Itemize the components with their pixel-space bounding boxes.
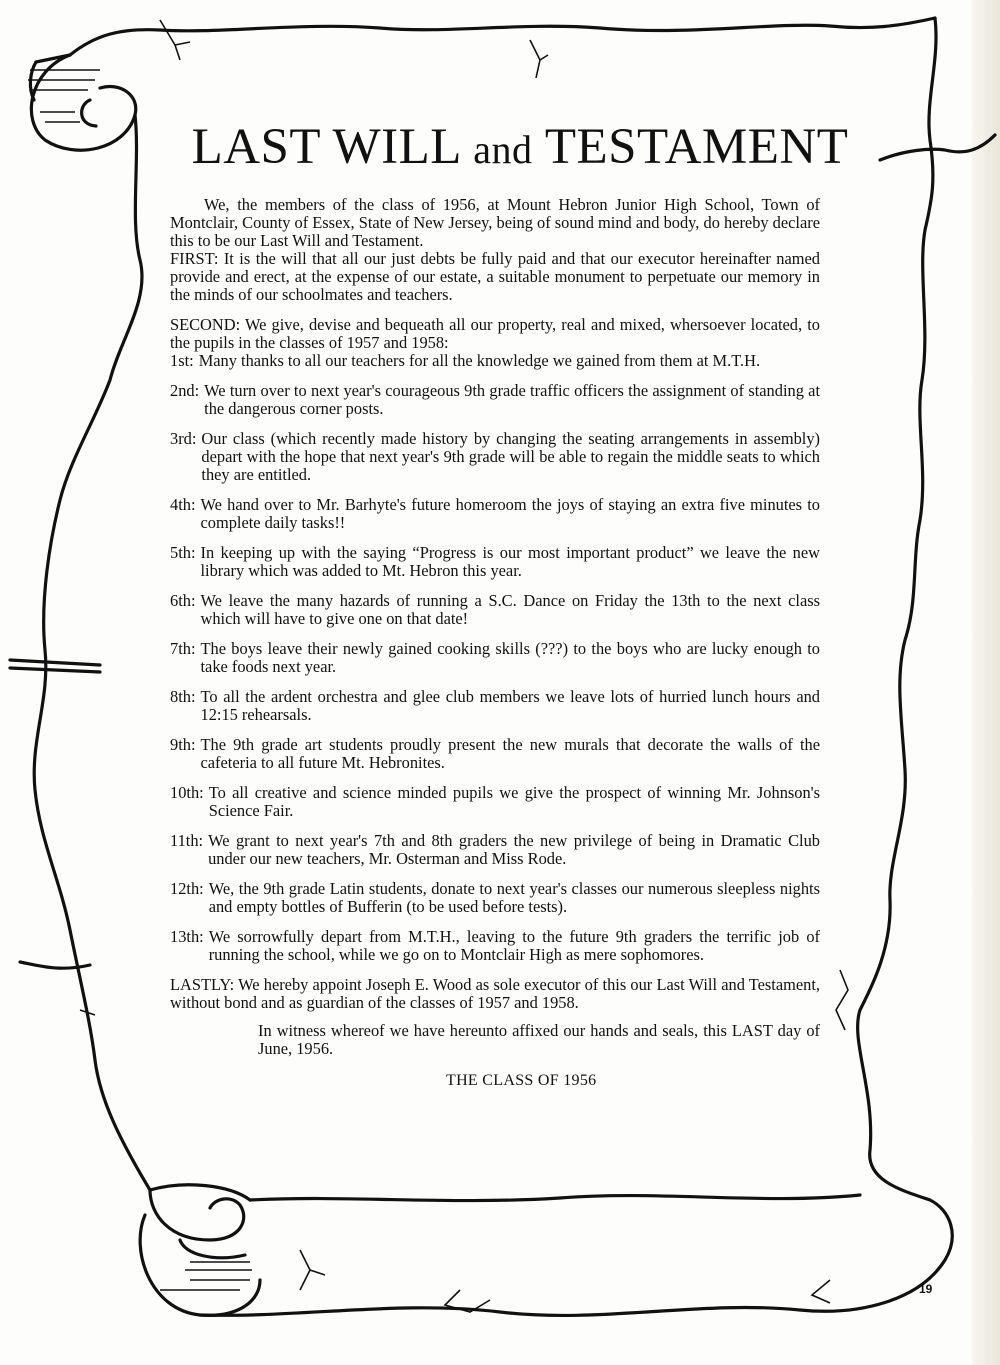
will-body [170,196,820,1090]
bequest-number: 13th: [170,927,204,946]
bequest-item [170,382,820,418]
bequest-text: The 9th grade art students proudly present the new murals that decorate the walls of the cafeteria to all future Mt. Hebronites. [200,735,820,772]
bequest-number: 3rd: [170,429,197,448]
bequest-item [170,544,820,580]
bequest-text: We hand over to Mr. Barhyte's future homeroom the joys of staying an extra five minutes to complete daily tasks!! [200,495,820,532]
bequest-text: The boys leave their newly gained cooking skills (???) to the boys who are lucky enough to take foods next year. [200,639,820,676]
bequest-number: 6th: [170,591,196,610]
bequest-item [170,832,820,868]
bequest-text: Our class (which recently made history by changing the seating arrangements in assembly) depart with the hope that next year's 9th grade will be able to regain the middle seats to which they are entitled. [201,429,820,484]
bequest-item [170,688,820,724]
bequest-item [170,592,820,628]
bequest-number: 1st: [170,351,194,370]
bequest-text: Many thanks to all our teachers for all the knowledge we gained from them at M.T.H. [198,351,761,370]
bequest-text: To all creative and science minded pupils we give the prospect of winning Mr. Johnson's Science Fair. [208,783,820,820]
bequest-number: 4th: [170,495,196,514]
bequest-text: We grant to next year's 7th and 8th graders the new privilege of being in Dramatic Club under our new teachers, Mr. Osterman and Miss Rode. [208,831,820,868]
bequest-number: 11th: [170,831,204,850]
bequest-item [170,640,820,676]
bequest-item [170,736,820,772]
bequest-number: 9th: [170,735,196,754]
intro-paragraph: We, the members of the class of 1956, at Mount Hebron Junior High School, Town of Montclair, County of Essex, State of New Jersey, being of sound mind and body, do hereby declare this to be our Last Will and Testament. [170,195,820,250]
bequest-item [170,430,820,484]
first-clause: FIRST: It is the will that all our just debts be fully paid and that our executor hereinafter named provide and erect, at the expense of our estate, a suitable monument to perpetuate our memory in the minds of our schoolmates and teachers. [170,249,820,304]
bequest-text: We sorrowfully depart from M.T.H., leaving to the future 9th graders the terrific job of running the school, while we go on to Montclair High as mere sophomores. [208,927,820,964]
bequest-number: 5th: [170,543,196,562]
bequest-list [170,352,820,964]
bequest-number: 2nd: [170,381,200,400]
signature: THE CLASS OF 1956 [446,1072,597,1089]
lastly-clause: LASTLY: We hereby appoint Joseph E. Wood as sole executor of this our Last Will and Testament, without bond and as guardian of the classes of 1957 and 1958. [170,975,820,1012]
bequest-number: 7th: [170,639,196,658]
bequest-item [170,928,820,964]
bequest-item [170,496,820,532]
bequest-item [170,880,820,916]
bequest-text: We leave the many hazards of running a S.C. Dance on Friday the 13th to the next class which will have to give one on that date! [200,591,820,628]
second-clause: SECOND: We give, devise and bequeath all our property, real and mixed, whersoever located, to the pupils in the classes of 1957 and 1958: [170,315,820,352]
bequest-text: To all the ardent orchestra and glee club members we leave lots of hurried lunch hours and 12:15 rehearsals. [200,687,820,724]
document-title: LAST WILL and TESTAMENT [191,119,849,175]
witness-statement: In witness whereof we have hereunto affixed our hands and seals, this LAST day of June, 1956. [258,1021,820,1058]
bequest-text: We, the 9th grade Latin students, donate to next year's classes our numerous sleepless nights and empty bottles of Bufferin (to be used before tests). [208,879,820,916]
bequest-item [170,352,820,370]
bequest-text: In keeping up with the saying “Progress is our most important product” we leave the new library which was added to Mt. Hebron this year. [200,543,820,580]
bequest-number: 12th: [170,879,204,898]
bequest-text: We turn over to next year's courageous 9th grade traffic officers the assignment of standing at the dangerous corner posts. [204,381,820,418]
bequest-number: 8th: [170,687,196,706]
bequest-item [170,784,820,820]
bequest-number: 10th: [170,783,204,802]
page-number: 19 [919,1282,933,1296]
